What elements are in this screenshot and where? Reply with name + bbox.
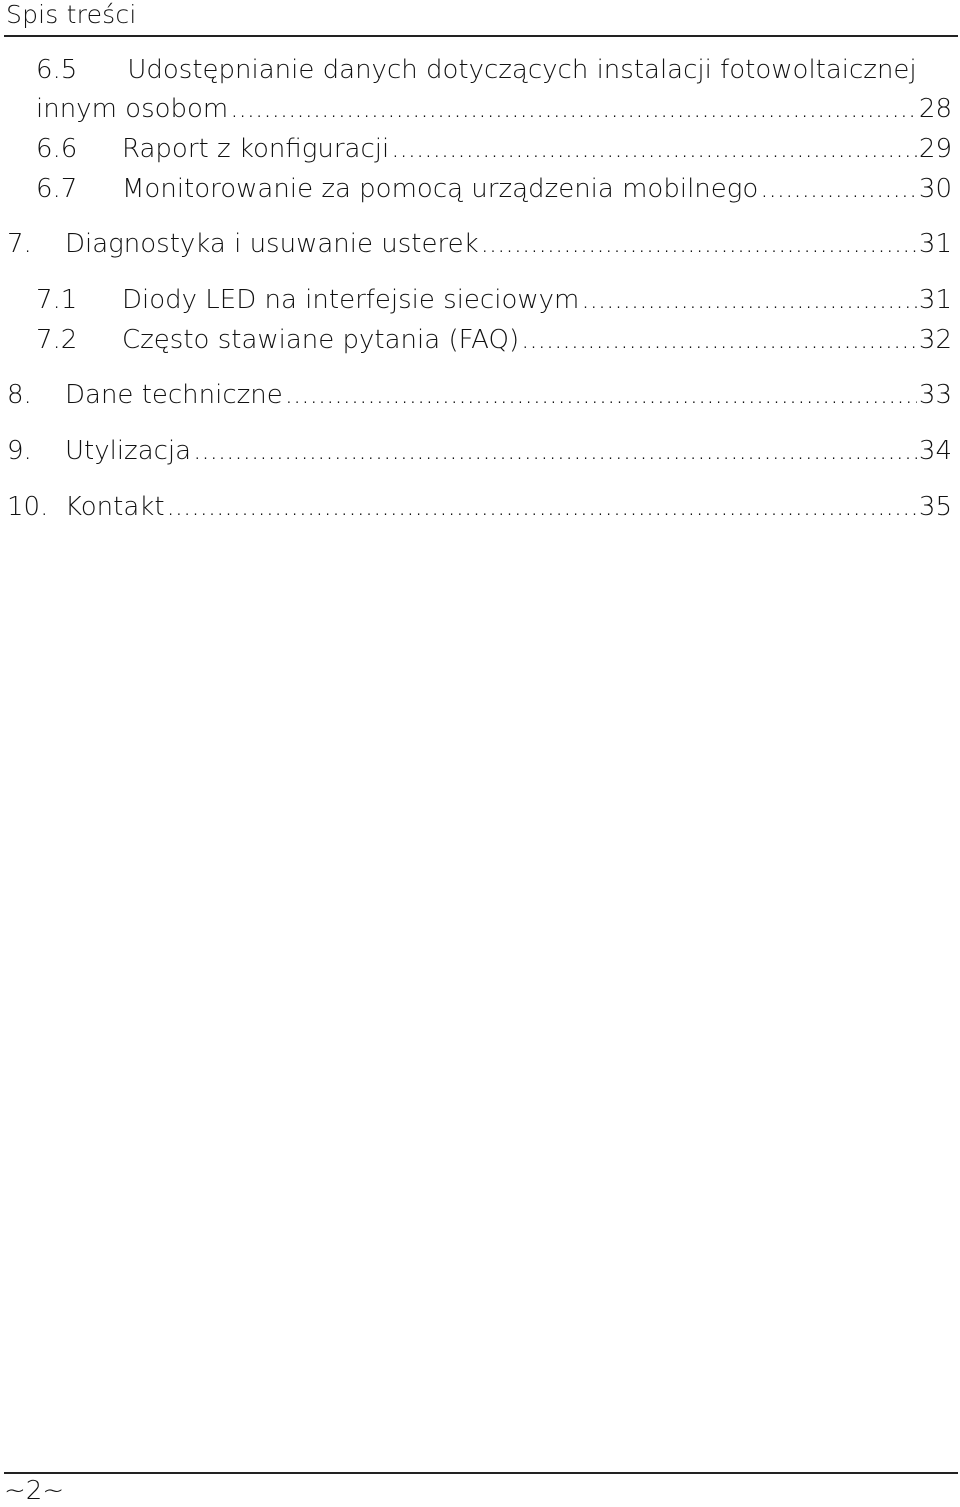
toc-entry-number: 7.2 [36, 325, 78, 355]
toc-entry-title: Diagnostyka i usuwanie usterek [65, 229, 479, 259]
toc-leader-dots [230, 93, 917, 125]
toc-entry-title: Raport z konfiguracji [122, 134, 390, 164]
toc-entry-number: 7. [7, 229, 32, 259]
toc-entry-6-6[interactable] [36, 133, 952, 165]
toc-entry-title: Utylizacja [65, 436, 192, 466]
toc-entry-7-2[interactable] [36, 324, 952, 356]
toc-page-number: 34 [918, 436, 952, 466]
toc-leader-dots [581, 284, 917, 316]
toc-leader-dots [760, 173, 917, 205]
toc-entry-number: 6.7 [36, 174, 78, 204]
header-divider [4, 35, 958, 37]
toc-entry-8[interactable] [7, 379, 952, 411]
toc-page-number: 35 [918, 492, 952, 522]
toc-entry-number: 10. [7, 492, 49, 522]
toc-entry-9[interactable] [7, 435, 952, 467]
toc-entry-title: Kontakt [65, 492, 165, 522]
toc-entry-number: 8. [7, 380, 32, 410]
toc-entry-7-1[interactable] [36, 284, 952, 316]
toc-entry-number: 6.5 [36, 55, 78, 85]
toc-page-number: 30 [918, 174, 952, 204]
toc-entry-number: 9. [7, 436, 32, 466]
toc-entry-title: Monitorowanie za pomocą urządzenia mobilnego [122, 174, 759, 204]
toc-entry-7[interactable] [7, 228, 952, 260]
toc-entry-title: innym osobom [36, 94, 229, 124]
toc-entry-title: Często stawiane pytania (FAQ) [122, 325, 520, 355]
toc-page-number: 32 [918, 325, 952, 355]
toc-entry-number: 6.6 [36, 134, 78, 164]
toc-page-number: 29 [918, 134, 952, 164]
toc-entry-6-7[interactable] [36, 173, 952, 205]
toc-leader-dots [481, 228, 917, 260]
footer-divider [4, 1472, 958, 1474]
toc-page-number: 28 [918, 94, 952, 124]
toc-leader-dots [521, 324, 917, 356]
toc-page-number: 33 [918, 380, 952, 410]
toc-leader-dots [167, 491, 917, 523]
toc-leader-dots [285, 379, 917, 411]
toc-leader-dots [391, 133, 917, 165]
toc-entry-title: Udostępnianie danych dotyczących instalacji fotowoltaicznej [127, 55, 917, 85]
toc-leader-dots [193, 435, 917, 467]
toc-page-number: 31 [918, 285, 952, 315]
toc-entry-6-5-line1[interactable] [36, 54, 917, 86]
toc-entry-10[interactable] [7, 491, 952, 523]
page-header-title: Spis treści [6, 0, 137, 29]
toc-entry-6-5[interactable] [36, 93, 952, 125]
toc-entry-title: Dane techniczne [65, 380, 283, 410]
toc-entry-title: Diody LED na interfejsie sieciowym [122, 285, 580, 315]
page-number: ~2~ [4, 1476, 65, 1506]
toc-entry-number: 7.1 [36, 285, 78, 315]
toc-page-number: 31 [918, 229, 952, 259]
